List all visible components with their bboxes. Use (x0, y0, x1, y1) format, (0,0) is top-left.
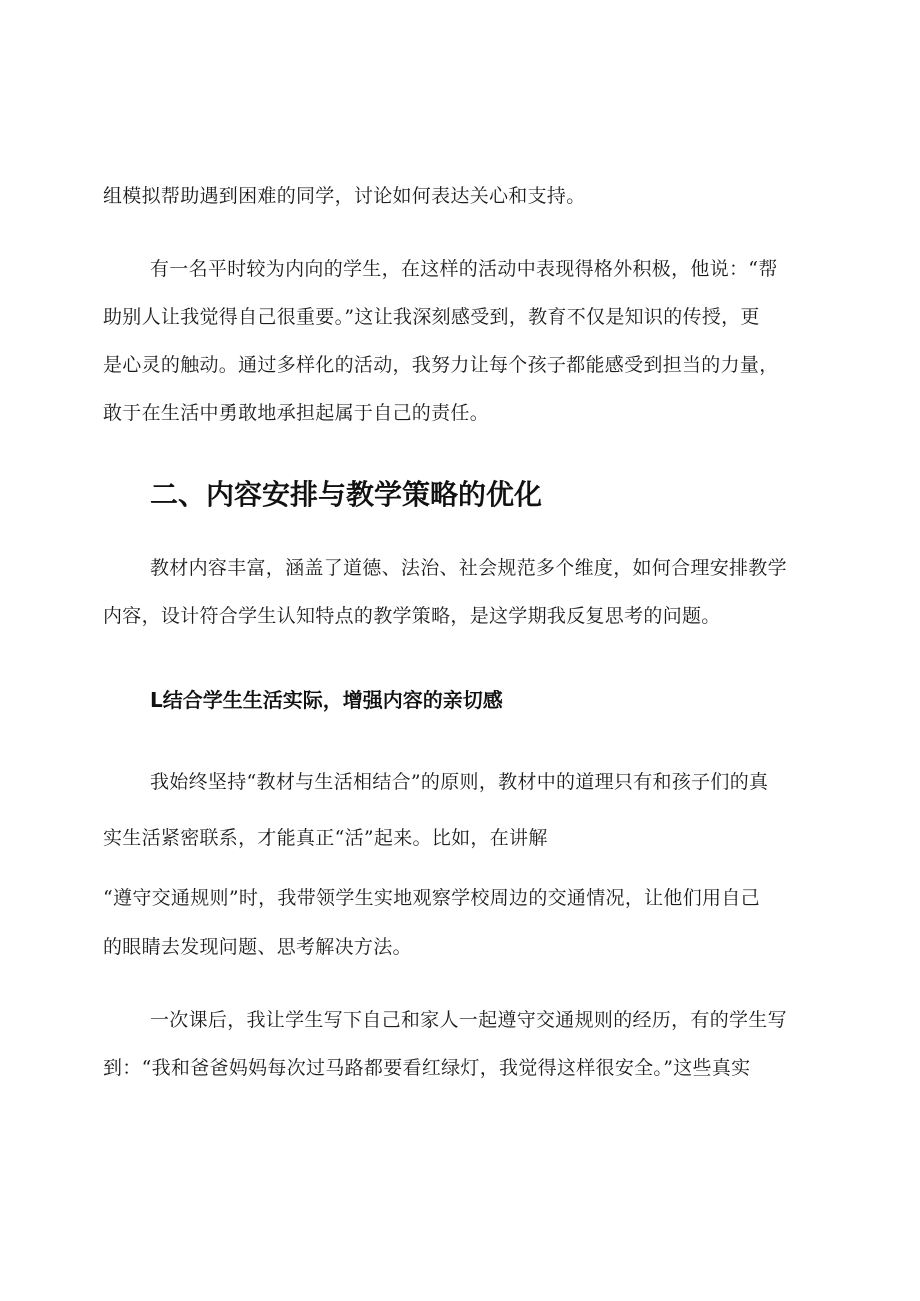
paragraph-line: 敢于在生活中勇敢地承担起属于自己的责任。 (103, 402, 490, 424)
paragraph-line: 是心灵的触动。通过多样化的活动，我努力让每个孩子都能感受到担当的力量， (103, 354, 779, 376)
subsection-heading: L结合学生生活实际，增强内容的亲切感 (150, 688, 503, 712)
paragraph-line: 组模拟帮助遇到困难的同学，讨论如何表达关心和支持。 (103, 185, 586, 207)
paragraph-line: 内容，设计符合学生认知特点的教学策略，是这学期我反复思考的问题。 (103, 605, 721, 627)
paragraph-line: 一次课后，我让学生写下自己和家人一起遵守交通规则的经历，有的学生写 (150, 1009, 787, 1031)
paragraph-line: 有一名平时较为内向的学生，在这样的活动中表现得格外积极，他说：“帮 (150, 258, 778, 280)
paragraph-line: 到：“我和爸爸妈妈每次过马路都要看红绿灯，我觉得这样很安全。”这些真实 (103, 1057, 751, 1079)
paragraph-line: 实生活紧密联系，才能真正“活”起来。比如，在讲解 (103, 827, 548, 849)
section-heading: 二、内容安排与教学策略的优化 (150, 478, 543, 511)
paragraph-line: “遵守交通规则”时，我带领学生实地观察学校周边的交通情况，让他们用自己 (103, 887, 760, 909)
paragraph-line: 助别人让我觉得自己很重要。”这让我深刻感受到，教育不仅是知识的传授，更 (103, 306, 760, 328)
paragraph-line: 教材内容丰富，涵盖了道德、法治、社会规范多个维度，如何合理安排教学 (150, 557, 787, 579)
paragraph-line: 的眼睛去发现问题、思考解决方法。 (103, 936, 412, 958)
paragraph-line: 我始终坚持“教材与生活相结合”的原则，教材中的道理只有和孩子们的真 (150, 771, 769, 793)
